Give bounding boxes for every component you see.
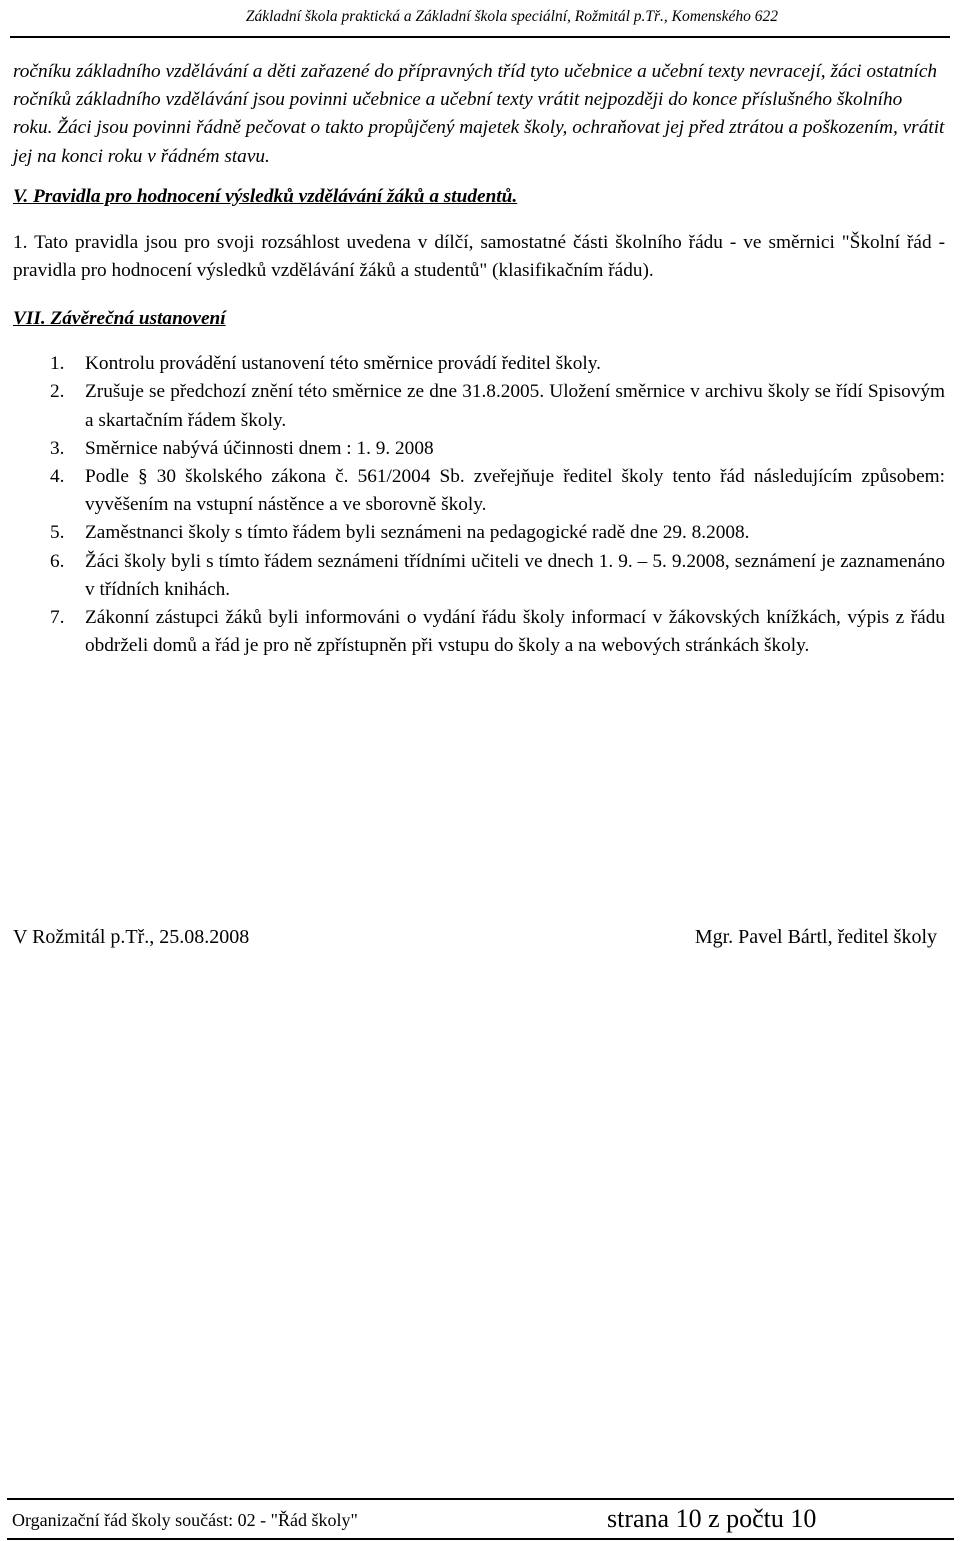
list-item: 2. Zrušuje se předchozí znění této směrnice ze dne 31.8.2005. Uložení směrnice v archivu školy se řídí Spisovým a skartačním řádem školy.	[50, 381, 945, 431]
list-item: 3. Směrnice nabývá účinnosti dnem : 1. 9. 2008	[50, 437, 434, 459]
section-v-heading: V. Pravidla pro hodnocení výsledků vzdělávání žáků a studentů.	[13, 185, 518, 207]
list-item: 5. Zaměstnanci školy s tímto řádem byli seznámeni na pedagogické radě dne 29. 8.2008.	[50, 522, 750, 544]
section-vii-heading: VII. Závěrečná ustanovení	[13, 308, 226, 330]
signature-line	[13, 926, 937, 949]
footer-document-name: Organizační řád školy součást: 02 - "Řád školy"	[12, 1510, 358, 1530]
list-item: 1. Kontrolu provádění ustanovení této směrnice provádí ředitel školy.	[50, 353, 601, 375]
list-item: 6. Žáci školy byli s tímto řádem seznámeni třídními učiteli ve dnech 1. 9. – 5. 9.2008, seznámení je zaznamenáno v třídních knihách.	[50, 550, 945, 600]
list-item: 7. Zákonní zástupci žáků byli informováni o vydání řádu školy informací v žákovských knížkách, výpis z řádu obdrželi domů a řád je pro ně zpřístupněn při vstupu do školy a na webových stránkách školy.	[50, 607, 945, 657]
signer-name: Mgr. Pavel Bártl, ředitel školy	[694, 926, 937, 948]
place-date: V Rožmitál p.Tř., 25.08.2008	[13, 926, 250, 948]
intro-paragraph: ročníku základního vzdělávání a děti zařazené do přípravných tříd tyto učebnice a učební texty nevracejí, žáci ostatních ročníků základního vzdělávání jsou povinni učebnice a učební texty vrátit nejpozději do konce příslušného školního roku. Žáci jsou povinni řádně pečovat o takto propůjčený majetek školy, ochraňovat jej před ztrátou a poškozením, vrátit jej na konci roku v řádném stavu.	[13, 61, 945, 167]
list-item: 4. Podle § 30 školského zákona č. 561/2004 Sb. zveřejňuje ředitel školy tento řád následujícím způsobem: vyvěšením na vstupní nástěnce a ve sborovně školy.	[50, 466, 945, 516]
header-text: Základní škola praktická a Základní škola speciální, Rožmitál p.Tř., Komenského 622	[245, 8, 778, 25]
page-footer	[7, 1498, 954, 1540]
section-v-paragraph: 1. Tato pravidla jsou pro svoji rozsáhlost uvedena v dílčí, samostatné části školního řádu - ve směrnici "Školní řád - pravidla pro hodnocení výsledků vzdělávání žáků a studentů" (klasifikačním řádu).	[13, 231, 945, 282]
provisions-list	[13, 350, 945, 660]
page-number: strana 10 z počtu 10	[607, 1504, 817, 1533]
page-header	[10, 0, 950, 38]
document-body	[13, 58, 945, 660]
